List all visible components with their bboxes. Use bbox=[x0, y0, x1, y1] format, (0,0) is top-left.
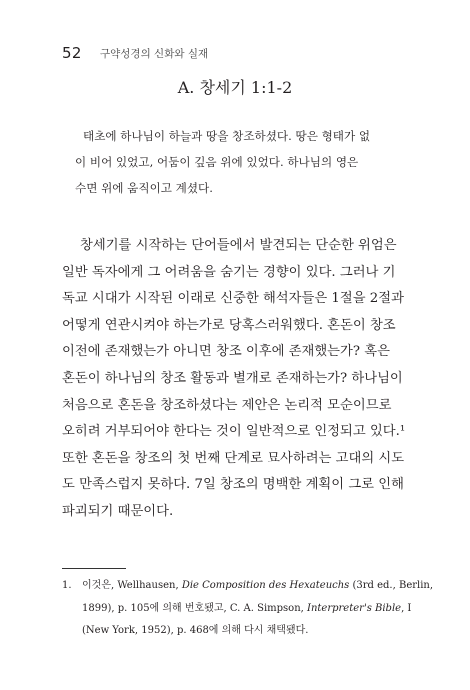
body-line: 일반 독자에게 그 어려움을 숨기는 경향이 있다. 그러나 기 bbox=[62, 264, 396, 280]
footnote-text: 1899), p. 105에 의해 번호됐고, C. A. Simpson, bbox=[82, 602, 308, 614]
scripture-quote bbox=[75, 123, 420, 201]
body-line: 혼돈이 하나님의 창조 활동과 별개로 존재하는가? 하나님이 bbox=[62, 370, 403, 386]
page-number: 52 bbox=[62, 44, 82, 62]
body-line: 파괴되기 때문이다. bbox=[62, 503, 174, 519]
footnote-text: , I bbox=[401, 602, 412, 614]
footnote-book-title: Interpreter's Bible bbox=[307, 602, 402, 614]
body-line: 도 만족스럽지 못하다. 7일 창조의 명백한 계획이 그로 인해 bbox=[62, 477, 404, 493]
running-title: 구약성경의 신화와 실재 bbox=[100, 48, 209, 60]
footnote-line bbox=[62, 575, 434, 598]
footnote-text: 이것은, Wellhausen, bbox=[82, 580, 182, 591]
body-line: 어떻게 연관시켜야 하는가로 당혹스러워했다. 혼돈이 창조 bbox=[62, 317, 396, 333]
body-line: 또한 혼돈을 창조의 첫 번째 단계로 묘사하려는 고대의 시도 bbox=[62, 450, 405, 466]
footnote-marker: 1. bbox=[62, 580, 72, 591]
footnote-divider bbox=[62, 568, 126, 569]
footnote bbox=[62, 575, 434, 643]
body-line: 독교 시대가 시작된 이래로 신중한 해석자들은 1절을 2절과 bbox=[62, 291, 404, 307]
body-line: 처음으로 혼돈을 창조하셨다는 제안은 논리적 모순이므로 bbox=[62, 397, 392, 413]
quote-line: 이 비어 있었고, 어둠이 깊음 위에 있었다. 하나님의 영은 bbox=[75, 155, 359, 169]
quote-line: 수면 위에 움직이고 계셨다. bbox=[75, 181, 213, 195]
body-line: 창세기를 시작하는 단어들에서 발견되는 단순한 위엄은 bbox=[80, 238, 397, 253]
footnote-text: (3rd ed., Berlin, bbox=[349, 580, 434, 591]
body-line: 이전에 존재했는가 아니면 창조 이후에 존재했는가? 혹은 bbox=[62, 344, 390, 360]
footnote-line: (New York, 1952), p. 468에 의해 다시 채택됐다. bbox=[82, 625, 309, 636]
body-paragraph bbox=[62, 233, 424, 526]
footnote-line bbox=[62, 598, 424, 621]
quote-line: 태초에 하나님이 하늘과 땅을 창조하셨다. 땅은 형태가 없 bbox=[83, 129, 371, 143]
footnote-book-title: Die Composition des Hexateuchs bbox=[181, 580, 350, 591]
section-title: A. 창세기 1:1-2 bbox=[177, 78, 293, 97]
body-line: 오히려 거부되어야 한다는 것이 일반적으로 인정되고 있다.¹ bbox=[62, 424, 406, 440]
